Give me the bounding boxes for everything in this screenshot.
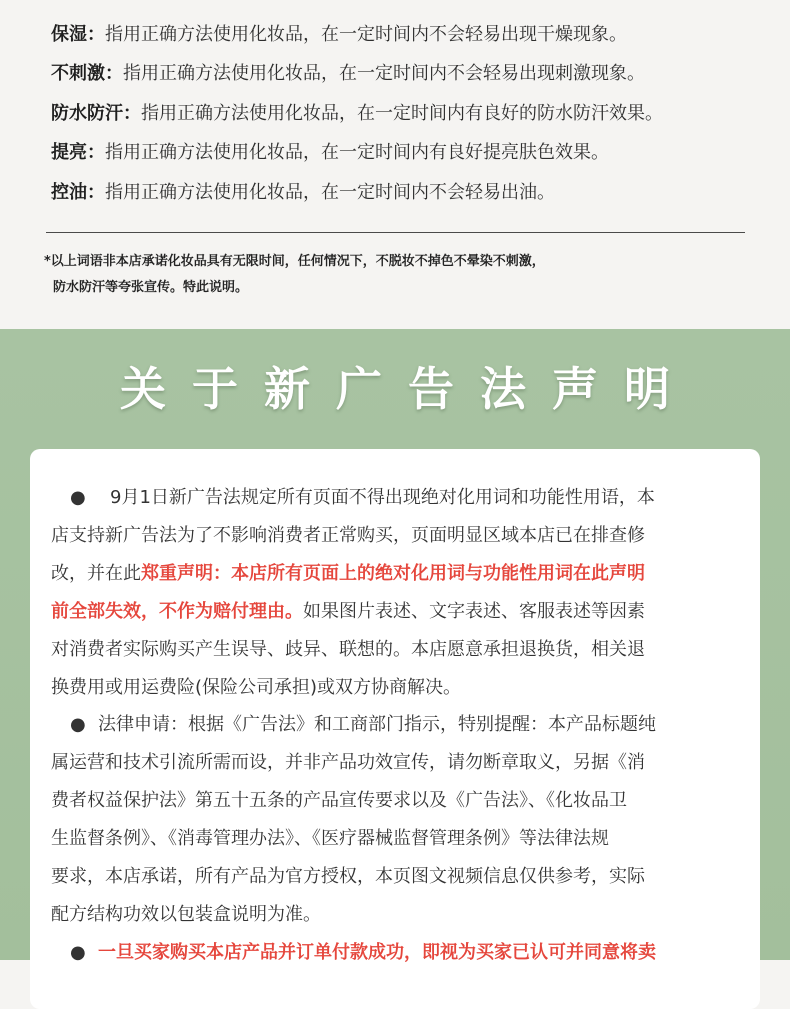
paragraph-2-line-2: 属运营和技术引流所需而设，并非产品功效宣传，请勿断章取义，另据《消: [51, 752, 645, 773]
term-row-brightening: [51, 138, 609, 168]
term-row-non-irritating: [51, 59, 645, 89]
term-label: 防水防汗：: [51, 103, 141, 124]
term-description: 指用正确方法使用化妆品，在一定时间内不会轻易出现刺激现象。: [123, 63, 645, 84]
term-description: 指用正确方法使用化妆品，在一定时间内有良好提亮肤色效果。: [105, 142, 609, 163]
paragraph-1-line-3: 改，并在此郑重声明：本店所有页面上的绝对化用词与功能性用词在此声明: [51, 563, 645, 584]
red-highlight: 前全部失效，不作为赔付理由。: [51, 601, 303, 622]
paragraph-2-line-3: 费者权益保护法》第五十五条的产品宣传要求以及《广告法》、《化妆品卫: [51, 790, 627, 811]
section-divider: [46, 232, 745, 233]
disclaimer-note-line-1: *以上词语非本店承诺化妆品具有无限时间，任何情况下，不脱妆不掉色不晕染不刺激，: [44, 254, 545, 269]
bullet-icon: ●: [70, 714, 86, 735]
term-label: 提亮：: [51, 142, 105, 163]
paragraph-1-line-4: 前全部失效，不作为赔付理由。如果图片表述、文字表述、客服表述等因素: [51, 601, 645, 622]
term-description: 指用正确方法使用化妆品，在一定时间内不会轻易出现干燥现象。: [105, 24, 627, 45]
paragraph-2-line-5: 要求，本店承诺，所有产品为官方授权，本页图文视频信息仅供参考，实际: [51, 866, 645, 887]
paragraph-2-line-1: ● 法律申请：根据《广告法》和工商部门指示，特别提醒：本产品标题纯: [70, 706, 656, 744]
bullet-icon: ●: [70, 487, 86, 508]
paragraph-1-line-6: 换费用或用运费险(保险公司承担)或双方协商解决。: [51, 677, 462, 698]
term-label: 保湿：: [51, 24, 105, 45]
section-title: 关于新广告法声明: [120, 362, 696, 416]
bullet-icon: ●: [70, 942, 86, 963]
red-highlight: 一旦买家购买本店产品并订单付款成功，即视为买家已认可并同意将卖: [98, 942, 656, 963]
paragraph-1-line-5: 对消费者实际购买产生误导、歧异、联想的。本店愿意承担退换货，相关退: [51, 639, 645, 660]
term-description: 指用正确方法使用化妆品，在一定时间内有良好的防水防汗效果。: [141, 103, 663, 124]
term-label: 不刺激：: [51, 63, 123, 84]
paragraph-2-line-4: 生监督条例》、《消毒管理办法》、《医疗器械监督管理条例》等法律法规: [51, 828, 609, 849]
term-row-waterproof: [51, 99, 663, 129]
term-description: 指用正确方法使用化妆品，在一定时间内不会轻易出油。: [105, 182, 555, 203]
term-row-moisturizing: [51, 20, 627, 50]
term-row-oil-control: [51, 178, 555, 208]
paragraph-3-line-1: [70, 934, 656, 972]
paragraph-2-line-6: 配方结构功效以包装盒说明为准。: [51, 904, 321, 925]
disclaimer-note-line-2: 防水防汗等夸张宣传。特此说明。: [53, 280, 249, 295]
paragraph-1-line-2: 店支持新广告法为了不影响消费者正常购买，页面明显区域本店已在排查修: [51, 525, 645, 546]
term-label: 控油：: [51, 182, 105, 203]
paragraph-1-line-1: ● 9月1日新广告法规定所有页面不得出现绝对化用词和功能性用语，本: [70, 479, 655, 517]
red-highlight: 郑重声明：本店所有页面上的绝对化用词与功能性用词在此声明: [141, 563, 645, 584]
